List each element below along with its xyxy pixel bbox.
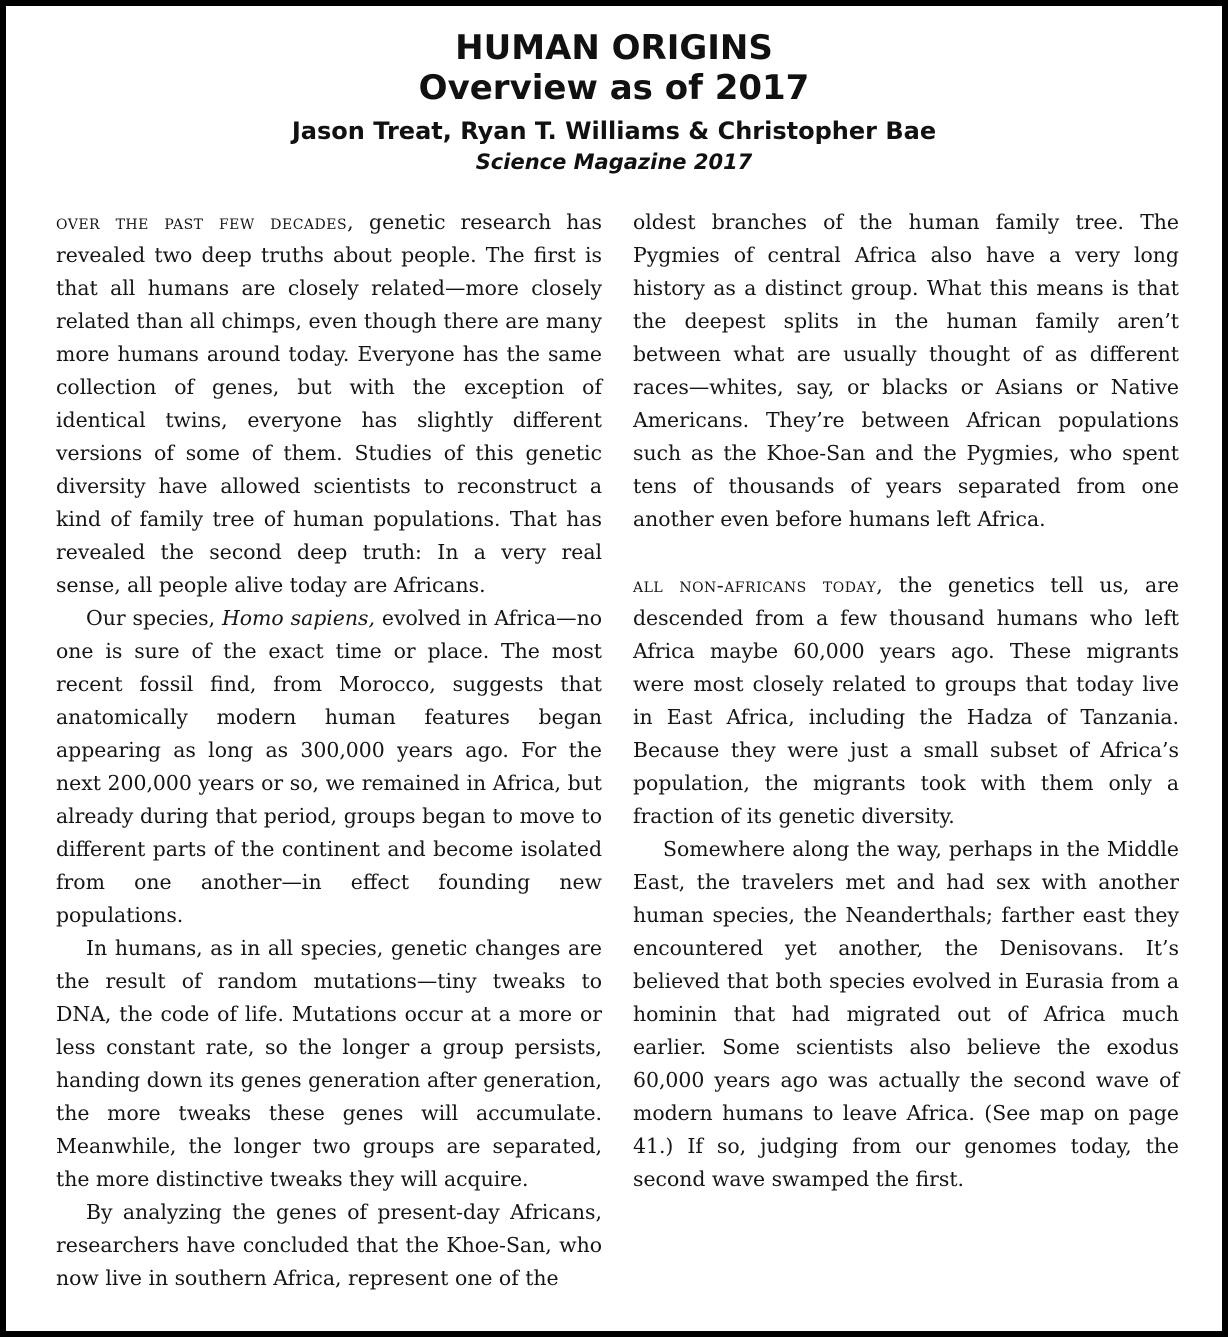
title-line-1: HUMAN ORIGINS [455,28,773,68]
header [6,28,1222,176]
paragraph-5-text: the genetics tell us, are descended from a few thousand humans who left Africa maybe 60,000 years ago. These migrants were most closely related to groups that today live in East Africa, including the Hadza of Tanzania. Because they were just a small subset of Africa’s population, the migrants took with them only a fraction of its genetic diversity. [633,573,1180,828]
paragraph-1 [56,206,602,602]
paragraph-6: Somewhere along the way, perhaps in the Middle East, the travelers met and had sex with another human species, the Neanderthals; farther east they encountered yet another, the Denisovans. It’s believed that both species evolved in Eurasia from a hominin that had migrated out of Africa much earlier. Some scientists also believe the exodus 60,000 years ago was actually the second wave of modern humans to leave Africa. (See map on page 41.) If so, judging from our genomes today, the second wave swamped the first. [633,837,1179,1191]
title-line-2: Overview as of 2017 [418,68,810,108]
journal-citation: Science Magazine 2017 [475,150,753,174]
paragraph-2 [56,602,602,932]
column-left [56,206,602,1295]
paragraph-2-text: evolved in Africa—no one is sure of the exact time or place. The most recent fossil find, from Morocco, suggests that anatomically modern human features began appearing as long as 300,000 years ago. For the next 200,000 years or so, we remained in Africa, but already during that period, groups began to move to different parts of the continent and become isolated from one another—in effect founding new populations. [56,606,602,927]
lead-in-2: all non-africans today, [633,573,884,597]
column-right [633,206,1179,1196]
paragraph-3: In humans, as in all species, genetic changes are the result of random mutations—tiny tweaks to DNA, the code of life. Mutations occur at a more or less constant rate, so the longer a group persists, handing down its genes generation after generation, the more tweaks these genes will accumulate. Meanwhile, the longer two groups are separated, the more distinctive tweaks they will acquire. [56,936,602,1191]
authors: Jason Treat, Ryan T. Williams & Christopher Bae [291,117,937,145]
species-name: Homo sapiens, [222,606,375,630]
paragraph-4-continued: oldest branches of the human family tree. The Pygmies of central Africa also have a very long history as a distinct group. What this means is that the deepest splits in the human family aren’t between what are usually thought of as different races—whites, say, or blacks or Asians or Native Americans. They’re between African populations such as the Khoe-San and the Pygmies, who spent tens of thousands of years separated from one another even before humans left Africa. [633,210,1179,531]
lead-in-1: over the past few decades, [56,210,355,234]
paragraph-2-pre: Our species, [86,606,222,630]
paragraph-1-text: genetic research has revealed two deep truths about people. The first is that all humans are closely related—more closely related than all chimps, even though there are many more humans around today. Everyone has the same collection of genes, but with the exception of identical twins, everyone has slightly different versions of some of them. Studies of this genetic diversity have allowed scientists to reconstruct a kind of family tree of human populations. That has revealed the second deep truth: In a very real sense, all people alive today are Africans. [56,210,602,597]
paragraph-5 [633,569,1179,833]
paragraph-4: By analyzing the genes of present-day Africans, researchers have concluded that the Khoe-San, who now live in southern Africa, represent one of the [56,1200,602,1290]
